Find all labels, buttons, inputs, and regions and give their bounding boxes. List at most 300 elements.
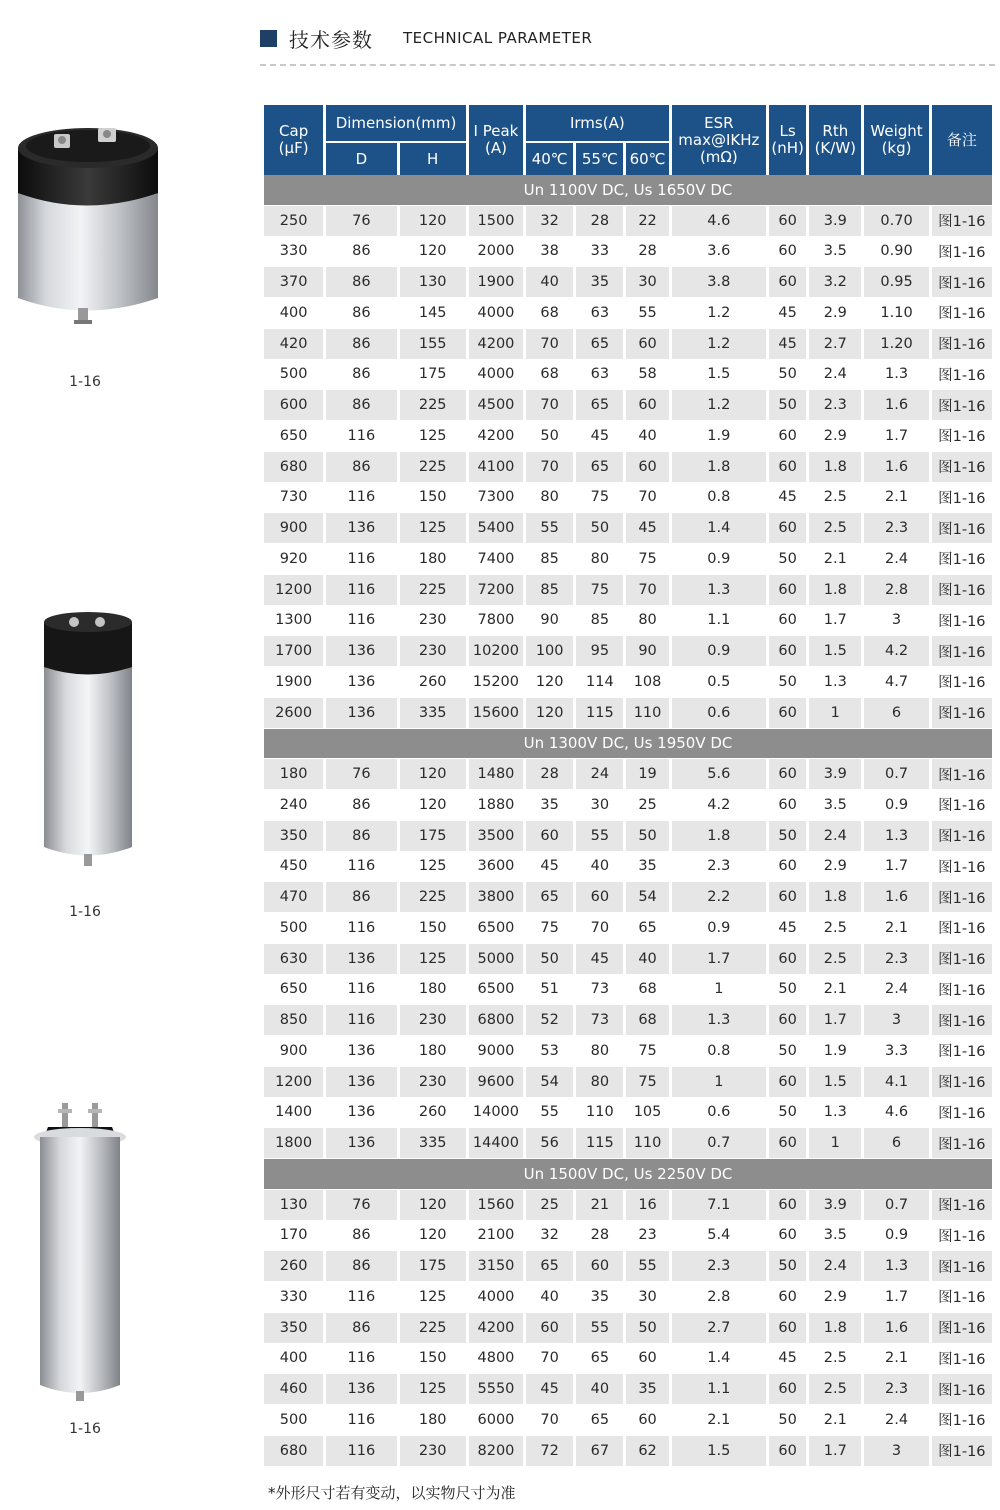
table-cell: 86: [326, 237, 396, 268]
table-cell: 图1-16: [932, 237, 992, 268]
table-cell: 2.2: [672, 882, 766, 913]
table-cell: 1880: [469, 790, 523, 821]
table-cell: 76: [326, 759, 396, 790]
table-cell: 1.2: [672, 298, 766, 329]
table-cell: 图1-16: [932, 1405, 992, 1436]
table-cell: 53: [526, 1036, 573, 1067]
table-cell: 60: [769, 606, 806, 637]
table-cell: 60: [769, 421, 806, 452]
table-cell: 9600: [469, 1067, 523, 1098]
table-cell: 75: [626, 1036, 668, 1067]
table-row: [264, 882, 992, 913]
table-cell: 2.3: [864, 1374, 928, 1405]
table-cell: 图1-16: [932, 606, 992, 637]
table-cell: 1.9: [672, 421, 766, 452]
table-cell: 80: [626, 606, 668, 637]
table-cell: 图1-16: [932, 667, 992, 698]
table-cell: 86: [326, 1221, 396, 1252]
table-cell: 7300: [469, 483, 523, 514]
table-cell: 40: [626, 421, 668, 452]
table-row: [264, 360, 992, 391]
table-cell: 28: [576, 1221, 623, 1252]
table-cell: 110: [626, 1128, 668, 1159]
table-cell: 50: [626, 1313, 668, 1344]
table-cell: 120: [400, 1221, 466, 1252]
table-cell: 420: [264, 329, 323, 360]
table-cell: 225: [400, 452, 466, 483]
section-row: [264, 1159, 992, 1190]
table-cell: 图1-16: [932, 882, 992, 913]
table-cell: 120: [400, 206, 466, 237]
table-cell: 108: [626, 667, 668, 698]
table-cell: 68: [526, 298, 573, 329]
table-cell: 38: [526, 237, 573, 268]
table-cell: 116: [326, 1344, 396, 1375]
table-cell: 116: [326, 421, 396, 452]
table-cell: 图1-16: [932, 944, 992, 975]
col-header-irms: Irms(A): [526, 105, 669, 141]
section-row: [264, 175, 992, 206]
table-cell: 150: [400, 1344, 466, 1375]
table-cell: 75: [526, 913, 573, 944]
table-cell: 260: [400, 667, 466, 698]
table-row: [264, 790, 992, 821]
table-cell: 116: [326, 575, 396, 606]
table-cell: 230: [400, 1067, 466, 1098]
section-header: [260, 24, 592, 52]
table-cell: 2.8: [672, 1282, 766, 1313]
table-cell: 86: [326, 267, 396, 298]
table-cell: 86: [326, 298, 396, 329]
table-cell: 86: [326, 821, 396, 852]
table-cell: 2.1: [672, 1405, 766, 1436]
table-cell: 73: [576, 975, 623, 1006]
table-cell: 500: [264, 1405, 323, 1436]
table-cell: 2.8: [864, 575, 928, 606]
table-row: [264, 1221, 992, 1252]
table-cell: 175: [400, 821, 466, 852]
table-cell: 180: [400, 544, 466, 575]
table-cell: 1700: [264, 636, 323, 667]
table-cell: 4.1: [864, 1067, 928, 1098]
table-cell: 图1-16: [932, 421, 992, 452]
table-cell: 680: [264, 452, 323, 483]
table-cell: 2.1: [809, 975, 861, 1006]
table-cell: 1.8: [672, 821, 766, 852]
table-cell: 图1-16: [932, 1067, 992, 1098]
table-cell: 5.4: [672, 1221, 766, 1252]
table-cell: 125: [400, 944, 466, 975]
table-cell: 335: [400, 698, 466, 729]
table-cell: 0.7: [672, 1128, 766, 1159]
table-cell: 图1-16: [932, 790, 992, 821]
table-cell: 116: [326, 852, 396, 883]
table-cell: 3.5: [809, 237, 861, 268]
table-cell: 125: [400, 852, 466, 883]
table-cell: 85: [526, 544, 573, 575]
table-cell: 50: [769, 975, 806, 1006]
table-cell: 6000: [469, 1405, 523, 1436]
table-row: [264, 698, 992, 729]
table-cell: 1.3: [672, 575, 766, 606]
table-cell: 图1-16: [932, 575, 992, 606]
table-cell: 35: [626, 1374, 668, 1405]
table-cell: 1.6: [864, 1313, 928, 1344]
table-cell: 50: [526, 421, 573, 452]
product-label-1: 1-16: [69, 374, 101, 390]
table-cell: 4000: [469, 1282, 523, 1313]
table-cell: 2.5: [809, 1344, 861, 1375]
table-cell: 1: [672, 1067, 766, 1098]
table-cell: 116: [326, 975, 396, 1006]
table-cell: 45: [526, 1374, 573, 1405]
table-cell: 500: [264, 913, 323, 944]
table-cell: 0.90: [864, 237, 928, 268]
table-row: [264, 1313, 992, 1344]
table-cell: 240: [264, 790, 323, 821]
table-cell: 2.4: [864, 544, 928, 575]
table-cell: 3600: [469, 852, 523, 883]
table-row: [264, 544, 992, 575]
table-cell: 图1-16: [932, 759, 992, 790]
table-cell: 1.1: [672, 606, 766, 637]
table-cell: 1.7: [809, 606, 861, 637]
table-cell: 900: [264, 513, 323, 544]
table-cell: 850: [264, 1005, 323, 1036]
table-cell: 68: [526, 360, 573, 391]
table-cell: 5.6: [672, 759, 766, 790]
table-row: [264, 1036, 992, 1067]
table-cell: 50: [626, 821, 668, 852]
table-cell: 125: [400, 1282, 466, 1313]
table-cell: 图1-16: [932, 1221, 992, 1252]
table-cell: 60: [626, 452, 668, 483]
table-cell: 1.5: [672, 1436, 766, 1467]
table-cell: 2.1: [864, 913, 928, 944]
table-cell: 2.4: [809, 821, 861, 852]
table-cell: 60: [576, 882, 623, 913]
table-row: [264, 667, 992, 698]
table-row: [264, 483, 992, 514]
table-cell: 50: [769, 544, 806, 575]
table-cell: 60: [769, 1313, 806, 1344]
table-cell: 55: [576, 821, 623, 852]
table-cell: 335: [400, 1128, 466, 1159]
table-cell: 120: [400, 759, 466, 790]
table-cell: 4200: [469, 1313, 523, 1344]
capacitor-image-short: [0, 118, 170, 338]
table-cell: 60: [769, 944, 806, 975]
table-cell: 1480: [469, 759, 523, 790]
table-cell: 65: [626, 913, 668, 944]
table-cell: 60: [769, 575, 806, 606]
table-cell: 0.9: [672, 913, 766, 944]
table-cell: 2.3: [672, 1251, 766, 1282]
table-row: [264, 390, 992, 421]
table-cell: 1.8: [672, 452, 766, 483]
table-cell: 260: [400, 1098, 466, 1129]
table-cell: 15200: [469, 667, 523, 698]
table-cell: 230: [400, 636, 466, 667]
table-cell: 1.7: [809, 1436, 861, 1467]
col-header-esr: ESR max@IKHz (mΩ): [672, 105, 766, 175]
table-cell: 80: [576, 1036, 623, 1067]
table-cell: 图1-16: [932, 821, 992, 852]
product-label-2: 1-16: [69, 904, 101, 920]
table-cell: 90: [626, 636, 668, 667]
table-cell: 50: [769, 1098, 806, 1129]
table-cell: 24: [576, 759, 623, 790]
table-cell: 130: [400, 267, 466, 298]
table-row: [264, 759, 992, 790]
table-cell: 图1-16: [932, 1251, 992, 1282]
table-cell: 15600: [469, 698, 523, 729]
table-cell: 136: [326, 1036, 396, 1067]
table-cell: 图1-16: [932, 1344, 992, 1375]
table-cell: 2100: [469, 1221, 523, 1252]
table-cell: 50: [769, 667, 806, 698]
table-cell: 86: [326, 329, 396, 360]
table-cell: 1.6: [864, 452, 928, 483]
table-cell: 50: [769, 1405, 806, 1436]
table-row: [264, 237, 992, 268]
table-row: [264, 1374, 992, 1405]
table-cell: 35: [626, 852, 668, 883]
table-cell: 图1-16: [932, 544, 992, 575]
table-cell: 0.8: [672, 483, 766, 514]
table-cell: 2600: [264, 698, 323, 729]
table-cell: 32: [526, 1221, 573, 1252]
table-cell: 4000: [469, 298, 523, 329]
table-cell: 3800: [469, 882, 523, 913]
table-cell: 80: [576, 544, 623, 575]
table-cell: 1.7: [672, 944, 766, 975]
table-cell: 56: [526, 1128, 573, 1159]
table-cell: 1.7: [864, 1282, 928, 1313]
table-cell: 60: [526, 821, 573, 852]
table-row: [264, 852, 992, 883]
table-cell: 68: [626, 1005, 668, 1036]
table-cell: 2.4: [809, 360, 861, 391]
table-cell: 22: [626, 206, 668, 237]
table-cell: 75: [626, 1067, 668, 1098]
table-cell: 75: [576, 575, 623, 606]
table-cell: 55: [526, 513, 573, 544]
table-cell: 60: [769, 698, 806, 729]
table-cell: 45: [576, 421, 623, 452]
table-cell: 2.3: [809, 390, 861, 421]
table-cell: 155: [400, 329, 466, 360]
table-cell: 150: [400, 913, 466, 944]
table-row: [264, 1190, 992, 1221]
table-cell: 1.20: [864, 329, 928, 360]
table-cell: 1560: [469, 1190, 523, 1221]
table-cell: 45: [769, 913, 806, 944]
table-cell: 250: [264, 206, 323, 237]
table-cell: 1.8: [809, 882, 861, 913]
table-cell: 105: [626, 1098, 668, 1129]
table-row: [264, 636, 992, 667]
table-cell: 76: [326, 1190, 396, 1221]
table-cell: 120: [400, 237, 466, 268]
table-cell: 86: [326, 882, 396, 913]
table-cell: 136: [326, 636, 396, 667]
table-cell: 0.9: [672, 636, 766, 667]
table-cell: 3150: [469, 1251, 523, 1282]
table-cell: 86: [326, 360, 396, 391]
table-cell: 4200: [469, 421, 523, 452]
table-cell: 460: [264, 1374, 323, 1405]
table-cell: 60: [769, 790, 806, 821]
table-row: [264, 267, 992, 298]
table-cell: 70: [526, 1344, 573, 1375]
col-header-h: H: [400, 141, 466, 175]
table-cell: 900: [264, 1036, 323, 1067]
table-cell: 60: [769, 206, 806, 237]
table-cell: 116: [326, 483, 396, 514]
table-cell: 60: [769, 852, 806, 883]
table-cell: 1.2: [672, 329, 766, 360]
table-cell: 6500: [469, 913, 523, 944]
table-cell: 2.9: [809, 421, 861, 452]
section-title: Un 1100V DC, Us 1650V DC: [264, 175, 992, 206]
table-cell: 80: [526, 483, 573, 514]
table-cell: 175: [400, 360, 466, 391]
table-cell: 3: [864, 1005, 928, 1036]
table-cell: 65: [576, 452, 623, 483]
table-cell: 7.1: [672, 1190, 766, 1221]
table-cell: 40: [526, 267, 573, 298]
table-cell: 85: [526, 575, 573, 606]
header-title-en: TECHNICAL PARAMETER: [403, 29, 593, 47]
table-cell: 3.5: [809, 790, 861, 821]
table-cell: 76: [326, 206, 396, 237]
table-cell: 65: [576, 329, 623, 360]
table-cell: 21: [576, 1190, 623, 1221]
col-header-weight: Weight (kg): [864, 105, 928, 175]
table-cell: 3.8: [672, 267, 766, 298]
table-cell: 136: [326, 1128, 396, 1159]
table-cell: 6500: [469, 975, 523, 1006]
table-cell: 33: [576, 237, 623, 268]
table-cell: 2.5: [809, 1374, 861, 1405]
table-cell: 图1-16: [932, 360, 992, 391]
table-cell: 45: [626, 513, 668, 544]
table-cell: 350: [264, 1313, 323, 1344]
table-cell: 3.3: [864, 1036, 928, 1067]
table-cell: 2000: [469, 237, 523, 268]
table-cell: 600: [264, 390, 323, 421]
table-cell: 25: [526, 1190, 573, 1221]
table-cell: 125: [400, 421, 466, 452]
table-cell: 58: [626, 360, 668, 391]
table-cell: 图1-16: [932, 913, 992, 944]
table-cell: 0.7: [864, 759, 928, 790]
table-cell: 136: [326, 1374, 396, 1405]
table-cell: 1.1: [672, 1374, 766, 1405]
table-cell: 95: [576, 636, 623, 667]
table-cell: 图1-16: [932, 1282, 992, 1313]
table-cell: 1.4: [672, 513, 766, 544]
table-cell: 116: [326, 544, 396, 575]
table-cell: 1.3: [864, 1251, 928, 1282]
table-cell: 3.2: [809, 267, 861, 298]
table-cell: 图1-16: [932, 267, 992, 298]
table-cell: 230: [400, 1436, 466, 1467]
table-cell: 45: [769, 1344, 806, 1375]
table-cell: 136: [326, 1067, 396, 1098]
table-cell: 180: [400, 1036, 466, 1067]
header-title-zh: 技术参数: [289, 27, 373, 52]
capacitor-image-tall: [0, 612, 170, 872]
table-cell: 63: [576, 298, 623, 329]
table-cell: 35: [526, 790, 573, 821]
table-cell: 70: [526, 390, 573, 421]
col-header-55c: 55℃: [576, 141, 623, 175]
table-cell: 1.7: [864, 421, 928, 452]
table-cell: 225: [400, 390, 466, 421]
table-cell: 0.8: [672, 1036, 766, 1067]
table-row: [264, 452, 992, 483]
table-cell: 2.1: [809, 1405, 861, 1436]
table-cell: 2.1: [809, 544, 861, 575]
table-row: [264, 1436, 992, 1467]
table-cell: 2.1: [864, 483, 928, 514]
table-cell: 图1-16: [932, 1005, 992, 1036]
table-cell: 32: [526, 206, 573, 237]
table-cell: 1.8: [809, 452, 861, 483]
table-cell: 115: [576, 698, 623, 729]
table-cell: 70: [576, 913, 623, 944]
table-cell: 400: [264, 1344, 323, 1375]
col-header-60c: 60℃: [626, 141, 668, 175]
table-cell: 50: [526, 944, 573, 975]
table-cell: 920: [264, 544, 323, 575]
table-cell: 1.6: [864, 390, 928, 421]
table-cell: 60: [576, 1251, 623, 1282]
table-cell: 19: [626, 759, 668, 790]
table-cell: 40: [526, 1282, 573, 1313]
table-cell: 0.6: [672, 1098, 766, 1129]
table-cell: 0.5: [672, 667, 766, 698]
table-cell: 5000: [469, 944, 523, 975]
table-cell: 180: [400, 975, 466, 1006]
table-cell: 2.7: [672, 1313, 766, 1344]
table-cell: 1400: [264, 1098, 323, 1129]
table-cell: 图1-16: [932, 1313, 992, 1344]
col-header-rth: Rth (K/W): [809, 105, 861, 175]
table-cell: 1: [672, 975, 766, 1006]
table-cell: 1.8: [809, 575, 861, 606]
table-cell: 28: [526, 759, 573, 790]
table-cell: 图1-16: [932, 1036, 992, 1067]
table-row: [264, 913, 992, 944]
table-cell: 330: [264, 237, 323, 268]
table-row: [264, 1405, 992, 1436]
table-cell: 图1-16: [932, 483, 992, 514]
table-cell: 2.4: [809, 1251, 861, 1282]
table-row: [264, 329, 992, 360]
table-cell: 45: [769, 329, 806, 360]
table-cell: 60: [769, 759, 806, 790]
table-row: [264, 606, 992, 637]
table-cell: 1.3: [864, 360, 928, 391]
table-row: [264, 206, 992, 237]
table-cell: 3.9: [809, 206, 861, 237]
header-divider: [260, 64, 995, 66]
table-cell: 7200: [469, 575, 523, 606]
table-cell: 图1-16: [932, 852, 992, 883]
